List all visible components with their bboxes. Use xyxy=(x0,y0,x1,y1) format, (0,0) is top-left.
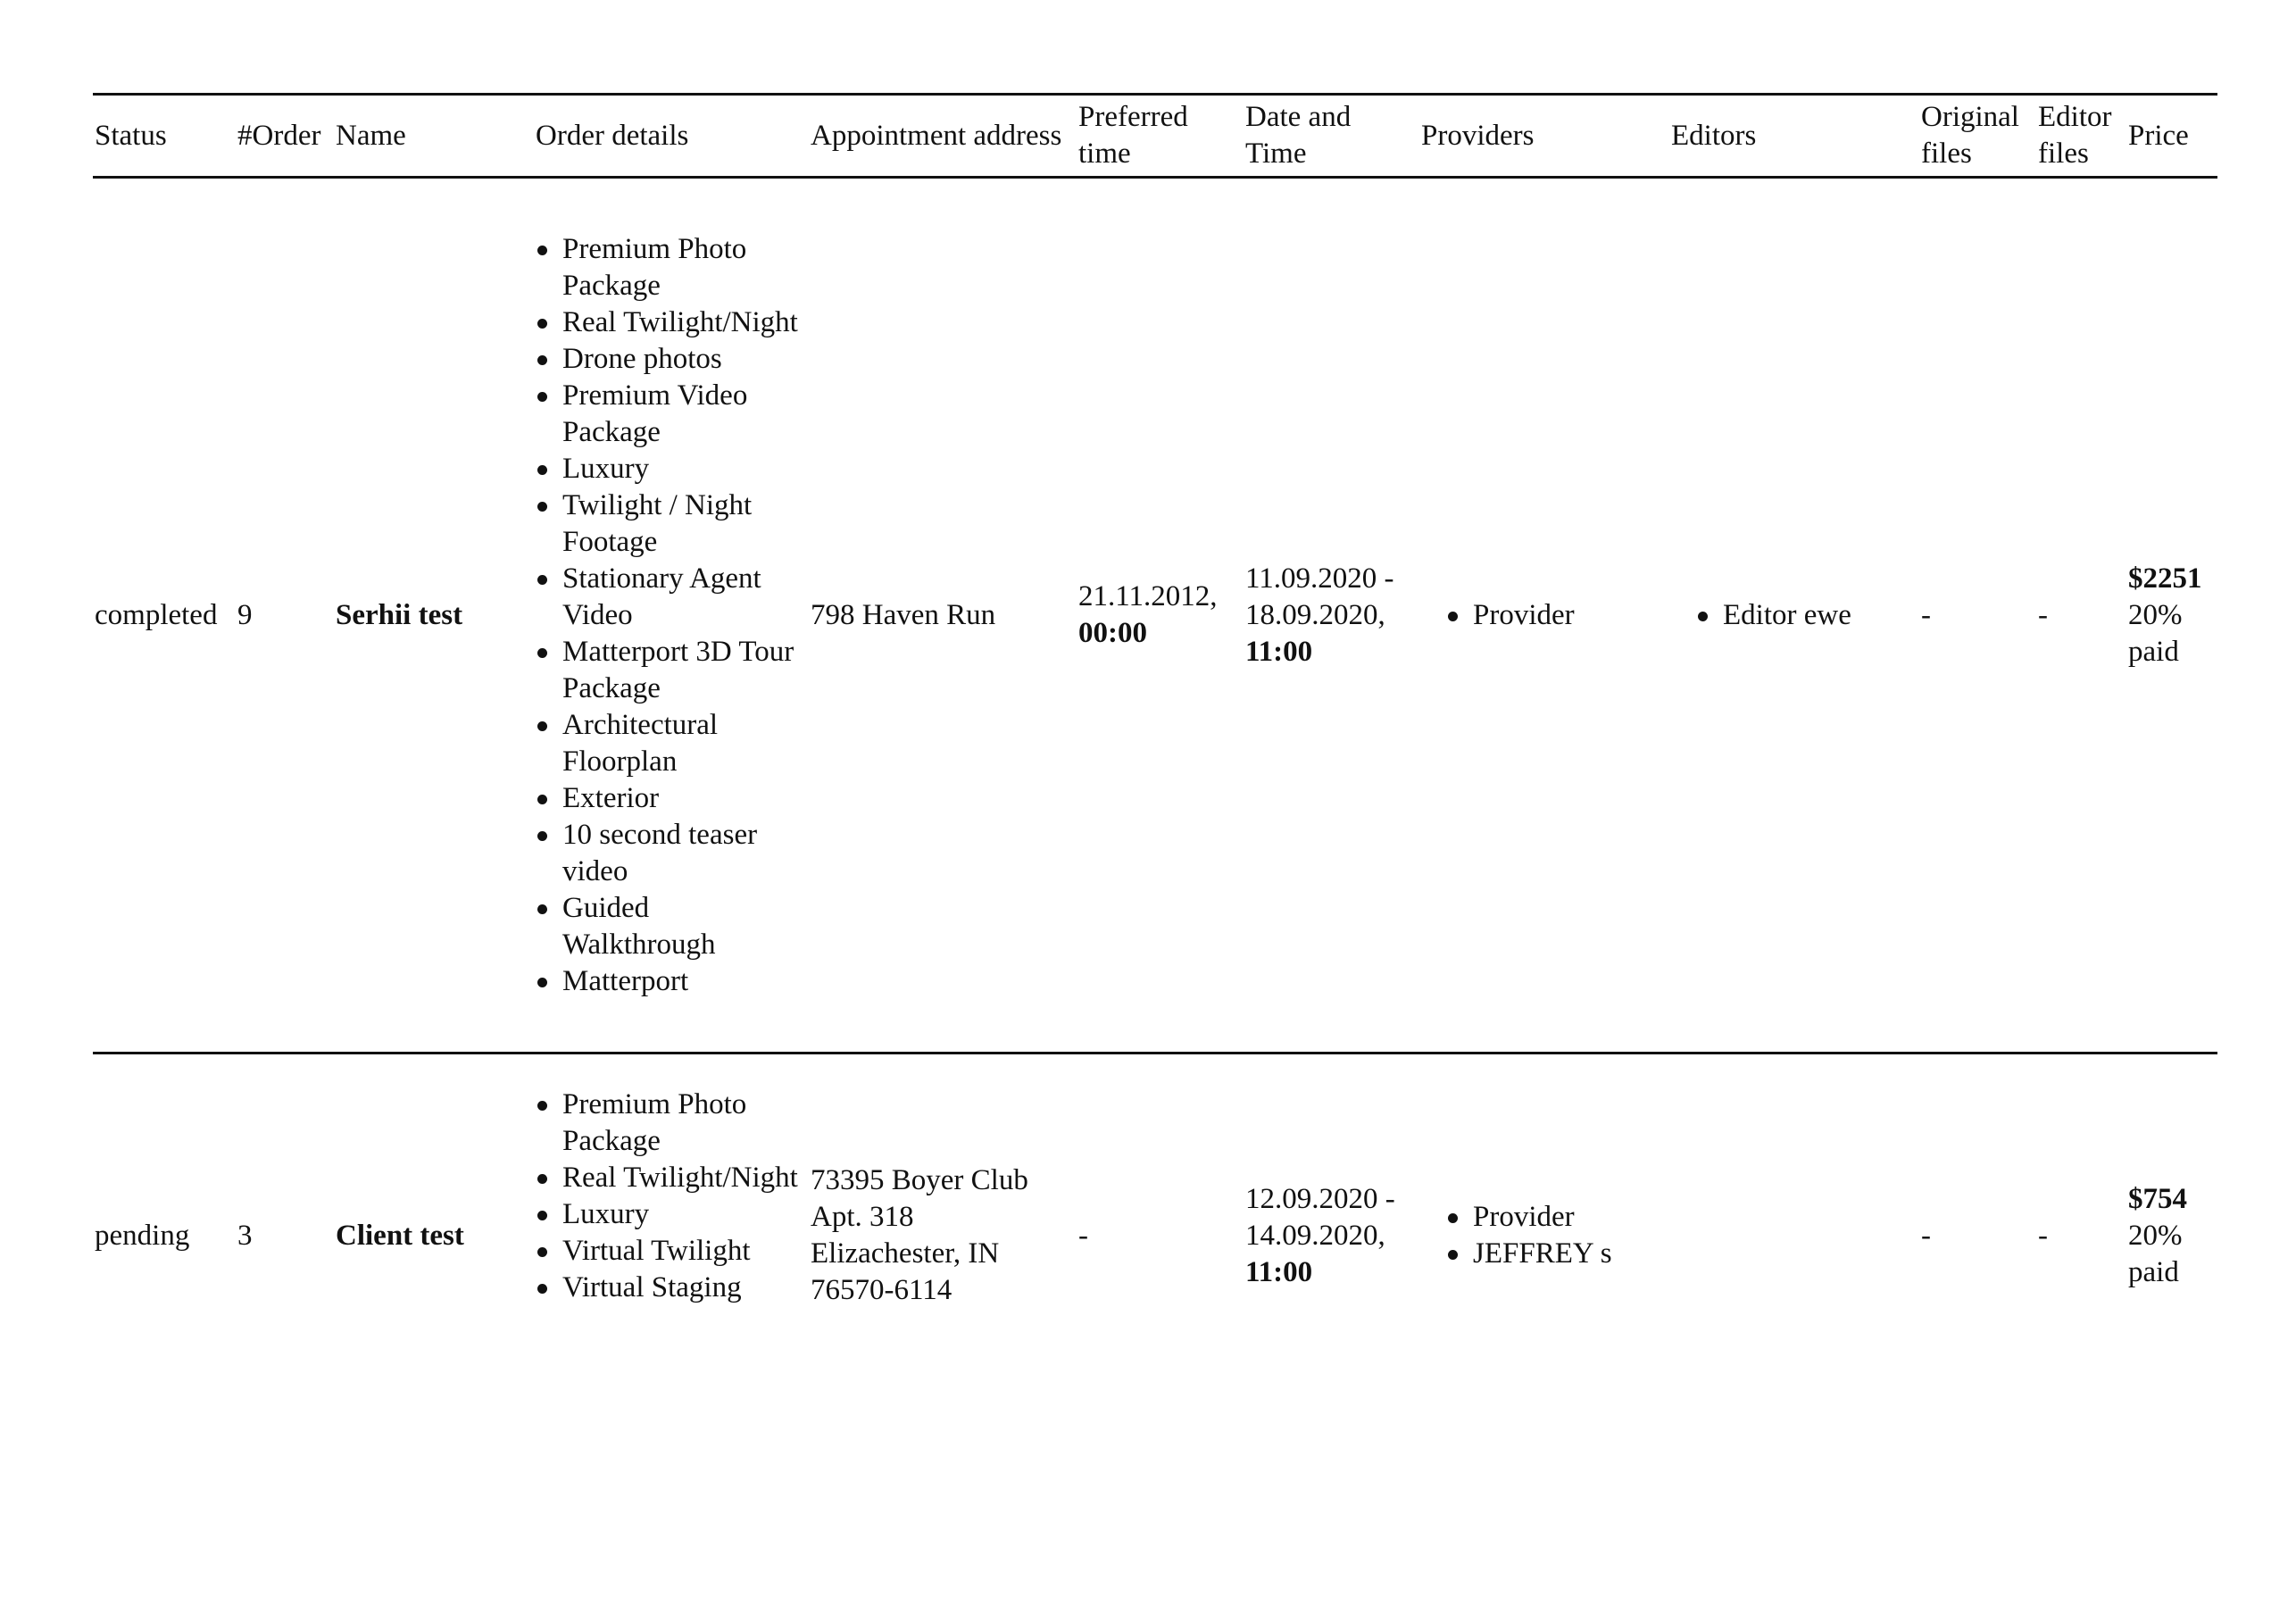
list-item: Premium Photo Package xyxy=(562,231,807,304)
date-range-end: 18.09.2020, xyxy=(1245,598,1385,631)
header-editor-files xyxy=(2036,95,2126,178)
header-original-line2: files xyxy=(1921,137,1972,170)
list-item: Guided Walkthrough xyxy=(562,890,807,963)
header-date-line2: Time xyxy=(1245,137,1307,170)
cell-status: pending xyxy=(95,1219,190,1252)
cell-editor-files: - xyxy=(2036,178,2126,1054)
cell-status: completed xyxy=(93,178,236,1054)
providers-list xyxy=(1421,1199,1668,1272)
address-line: Elizachester, IN xyxy=(811,1237,1000,1270)
cell-preferred-time xyxy=(1077,178,1244,1054)
cell-providers xyxy=(1419,178,1669,1054)
address-line: 76570-6114 xyxy=(811,1274,953,1306)
date-time-value: 11:00 xyxy=(1245,1255,1313,1288)
header-original-line1: Original xyxy=(1921,101,2019,133)
list-item: Matterport 3D Tour Package xyxy=(562,634,807,707)
list-item: Stationary Agent Video xyxy=(562,561,807,634)
date-range-start: 12.09.2020 - xyxy=(1245,1182,1395,1215)
providers-list xyxy=(1421,597,1668,634)
list-item: Editor ewe xyxy=(1723,597,1917,634)
cell-editors xyxy=(1669,178,1919,1054)
header-price: Price xyxy=(2126,95,2217,178)
price-paid-label: paid xyxy=(2128,1255,2179,1288)
header-order-details xyxy=(509,95,809,178)
header-date-line1: Date and xyxy=(1245,101,1352,133)
editors-list xyxy=(1671,597,1917,634)
price-paid-percent: 20% xyxy=(2128,1219,2183,1252)
list-item: Virtual Twilight xyxy=(562,1233,807,1270)
cell-appointment-address xyxy=(809,1054,1077,1418)
header-providers: Providers xyxy=(1419,95,1669,178)
list-item: Premium Video Package xyxy=(562,378,807,451)
header-preferred-line1: Preferred xyxy=(1078,101,1188,133)
list-item: Luxury xyxy=(562,1196,807,1233)
table-row xyxy=(93,1054,2217,1418)
date-range-start: 11.09.2020 - xyxy=(1245,562,1394,595)
address-line: Apt. 318 xyxy=(811,1201,914,1233)
list-item: JEFFREY s xyxy=(1473,1236,1668,1272)
header-order-details-label: Order details xyxy=(536,119,689,152)
header-date-and-time xyxy=(1244,95,1419,178)
price-paid-percent: 20% xyxy=(2128,598,2183,631)
list-item: Provider xyxy=(1473,597,1668,634)
preferred-time-value: 00:00 xyxy=(1078,617,1147,649)
cell-price xyxy=(2126,178,2217,1054)
cell-appointment-address: 798 Haven Run xyxy=(809,178,1077,1054)
cell-editors xyxy=(1669,1054,1919,1418)
cell-name: Client test xyxy=(336,1219,464,1252)
cell-providers xyxy=(1419,1054,1669,1418)
cell-editor-files: - xyxy=(2038,1219,2048,1252)
price-amount: $2251 xyxy=(2128,562,2202,595)
cell-order-number: 3 xyxy=(237,1219,253,1252)
list-item: Architectural Floorplan xyxy=(562,707,807,780)
list-item: Real Twilight/Night xyxy=(562,1160,807,1196)
list-item: 10 second teaser video xyxy=(562,817,807,890)
cell-date-and-time xyxy=(1244,178,1419,1054)
list-item: Luxury xyxy=(562,451,807,487)
list-item: Virtual Staging xyxy=(562,1270,807,1306)
list-item: Drone photos xyxy=(562,341,807,378)
header-original-files xyxy=(1919,95,2036,178)
header-appointment-address: Appointment address xyxy=(809,95,1077,178)
cell-name: Serhii test xyxy=(334,178,509,1054)
date-range-end: 14.09.2020, xyxy=(1245,1219,1385,1252)
cell-date-and-time xyxy=(1244,1054,1419,1418)
cell-original-files: - xyxy=(1921,1219,1931,1252)
table-row xyxy=(93,178,2217,1054)
list-item: Premium Photo Package xyxy=(562,1087,807,1160)
header-preferred-line2: time xyxy=(1078,137,1131,170)
cell-original-files: - xyxy=(1919,178,2036,1054)
header-name: Name xyxy=(334,95,509,178)
list-item: Provider xyxy=(1473,1199,1668,1236)
cell-order-details xyxy=(509,1054,809,1418)
cell-order-number: 9 xyxy=(236,178,334,1054)
cell-price xyxy=(2126,1054,2217,1418)
preferred-date: 21.11.2012, xyxy=(1078,580,1218,612)
order-details-list xyxy=(511,1087,807,1306)
list-item: Real Twilight/Night xyxy=(562,304,807,341)
list-item: Exterior xyxy=(562,780,807,817)
price-paid-label: paid xyxy=(2128,635,2179,668)
header-order: #Order xyxy=(236,95,334,178)
orders-table xyxy=(93,93,2217,1417)
header-status: Status xyxy=(93,95,236,178)
header-editor-files-line1: Editor xyxy=(2038,101,2112,133)
cell-preferred-time: - xyxy=(1078,1219,1088,1252)
cell-order-details xyxy=(509,178,809,1054)
table-header-row xyxy=(93,95,2217,178)
list-item: Twilight / Night Footage xyxy=(562,487,807,561)
date-time-value: 11:00 xyxy=(1245,635,1313,668)
header-preferred-time xyxy=(1077,95,1244,178)
address-line: 73395 Boyer Club xyxy=(811,1164,1028,1196)
header-editor-files-line2: files xyxy=(2038,137,2089,170)
list-item: Matterport xyxy=(562,963,807,1000)
header-editors: Editors xyxy=(1669,95,1919,178)
order-details-list xyxy=(511,231,807,1000)
price-amount: $754 xyxy=(2128,1182,2187,1215)
